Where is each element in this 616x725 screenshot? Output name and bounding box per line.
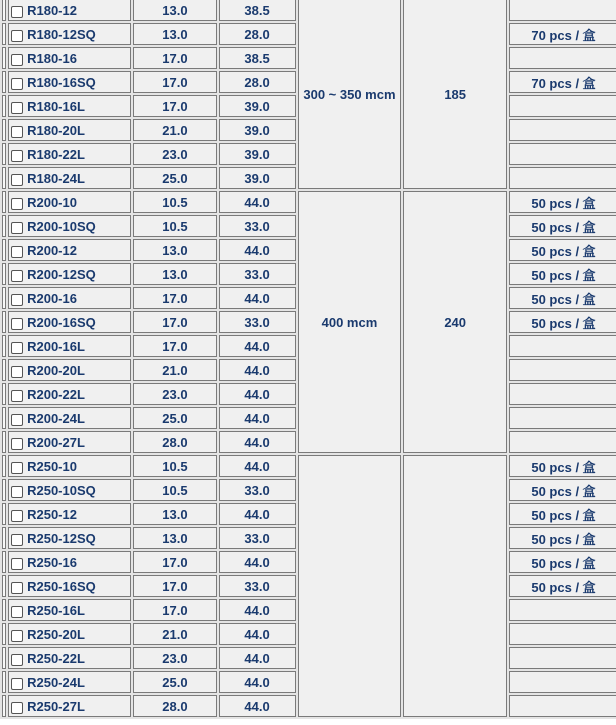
length-cell: 44.0 (219, 359, 296, 381)
select-checkbox[interactable] (11, 126, 23, 138)
length-cell: 33.0 (219, 575, 296, 597)
row-edge-cell (2, 287, 6, 309)
package-cell: 50 pcs / 盒 (509, 503, 616, 525)
row-edge-cell (2, 359, 6, 381)
length-cell: 44.0 (219, 335, 296, 357)
row-edge-cell (2, 335, 6, 357)
model-label: R180-16L (27, 98, 85, 114)
model-cell (8, 0, 131, 21)
diameter-cell: 28.0 (133, 431, 216, 453)
select-checkbox[interactable] (11, 678, 23, 690)
diameter-cell: 10.5 (133, 479, 216, 501)
select-checkbox[interactable] (11, 150, 23, 162)
length-cell: 39.0 (219, 119, 296, 141)
model-label: R200-20L (27, 362, 85, 378)
diameter-cell: 25.0 (133, 407, 216, 429)
package-cell: 50 pcs / 盒 (509, 239, 616, 261)
package-cell: 50 pcs / 盒 (509, 263, 616, 285)
select-checkbox[interactable] (11, 54, 23, 66)
package-cell (509, 335, 616, 357)
length-cell: 44.0 (219, 599, 296, 621)
length-cell: 38.5 (219, 47, 296, 69)
model-label: R250-20L (27, 626, 85, 642)
model-cell (8, 671, 131, 693)
package-cell: 50 pcs / 盒 (509, 311, 616, 333)
diameter-cell: 13.0 (133, 503, 216, 525)
select-checkbox[interactable] (11, 654, 23, 666)
row-edge-cell (2, 551, 6, 573)
row-edge-cell (2, 599, 6, 621)
length-cell: 33.0 (219, 527, 296, 549)
model-label: R250-22L (27, 650, 85, 666)
model-label: R250-10SQ (27, 482, 96, 498)
length-cell: 39.0 (219, 167, 296, 189)
model-label: R250-12SQ (27, 530, 96, 546)
length-cell: 44.0 (219, 455, 296, 477)
model-cell (8, 455, 131, 477)
model-label: R250-16 (27, 554, 77, 570)
diameter-cell: 17.0 (133, 71, 216, 93)
select-checkbox[interactable] (11, 366, 23, 378)
row-edge-cell (2, 143, 6, 165)
row-edge-cell (2, 71, 6, 93)
model-cell (8, 479, 131, 501)
select-checkbox[interactable] (11, 294, 23, 306)
model-cell (8, 23, 131, 45)
table-row (2, 191, 616, 213)
model-cell (8, 47, 131, 69)
row-edge-cell (2, 47, 6, 69)
select-checkbox[interactable] (11, 222, 23, 234)
row-edge-cell (2, 671, 6, 693)
package-cell (509, 167, 616, 189)
select-checkbox[interactable] (11, 630, 23, 642)
select-checkbox[interactable] (11, 558, 23, 570)
diameter-cell: 13.0 (133, 0, 216, 21)
diameter-cell: 17.0 (133, 551, 216, 573)
diameter-cell: 21.0 (133, 623, 216, 645)
package-cell: 70 pcs / 盒 (509, 23, 616, 45)
model-label: R180-16SQ (27, 74, 96, 90)
diameter-cell: 23.0 (133, 383, 216, 405)
package-cell: 50 pcs / 盒 (509, 527, 616, 549)
row-edge-cell (2, 455, 6, 477)
row-edge-cell (2, 215, 6, 237)
diameter-cell: 21.0 (133, 119, 216, 141)
length-cell: 33.0 (219, 215, 296, 237)
package-cell (509, 599, 616, 621)
diameter-cell: 10.5 (133, 191, 216, 213)
wire-size-cell: 185 (403, 0, 507, 189)
row-edge-cell (2, 503, 6, 525)
row-edge-cell (2, 239, 6, 261)
model-cell (8, 623, 131, 645)
length-cell: 33.0 (219, 263, 296, 285)
length-cell: 44.0 (219, 551, 296, 573)
length-cell: 38.5 (219, 0, 296, 21)
model-cell (8, 647, 131, 669)
length-cell: 44.0 (219, 191, 296, 213)
model-label: R250-27L (27, 698, 85, 714)
select-checkbox[interactable] (11, 606, 23, 618)
package-cell: 50 pcs / 盒 (509, 215, 616, 237)
package-cell (509, 671, 616, 693)
wire-range-cell: 400 mcm (298, 191, 402, 453)
select-checkbox[interactable] (11, 6, 23, 18)
length-cell: 39.0 (219, 95, 296, 117)
select-checkbox[interactable] (11, 414, 23, 426)
package-cell (509, 647, 616, 669)
length-cell: 44.0 (219, 695, 296, 717)
select-checkbox[interactable] (11, 198, 23, 210)
diameter-cell: 17.0 (133, 335, 216, 357)
length-cell: 28.0 (219, 23, 296, 45)
row-edge-cell (2, 527, 6, 549)
length-cell: 28.0 (219, 71, 296, 93)
diameter-cell: 21.0 (133, 359, 216, 381)
diameter-cell: 17.0 (133, 575, 216, 597)
select-checkbox[interactable] (11, 486, 23, 498)
package-cell: 50 pcs / 盒 (509, 455, 616, 477)
package-cell: 50 pcs / 盒 (509, 191, 616, 213)
length-cell: 33.0 (219, 311, 296, 333)
package-cell (509, 431, 616, 453)
model-cell (8, 431, 131, 453)
row-edge-cell (2, 575, 6, 597)
select-checkbox[interactable] (11, 246, 23, 258)
package-cell: 50 pcs / 盒 (509, 575, 616, 597)
package-cell (509, 119, 616, 141)
diameter-cell: 17.0 (133, 287, 216, 309)
length-cell: 44.0 (219, 287, 296, 309)
model-label: R200-24L (27, 410, 85, 426)
wire-size-cell (403, 455, 507, 717)
model-cell (8, 95, 131, 117)
diameter-cell: 10.5 (133, 215, 216, 237)
model-label: R180-22L (27, 146, 85, 162)
length-cell: 44.0 (219, 431, 296, 453)
model-cell (8, 359, 131, 381)
model-label: R200-16L (27, 338, 85, 354)
select-checkbox[interactable] (11, 510, 23, 522)
row-edge-cell (2, 23, 6, 45)
model-label: R200-10SQ (27, 218, 96, 234)
diameter-cell: 13.0 (133, 527, 216, 549)
diameter-cell: 13.0 (133, 23, 216, 45)
package-cell (509, 47, 616, 69)
row-edge-cell (2, 695, 6, 717)
model-cell (8, 527, 131, 549)
model-label: R250-24L (27, 674, 85, 690)
model-cell (8, 119, 131, 141)
row-edge-cell (2, 263, 6, 285)
package-cell: 50 pcs / 盒 (509, 287, 616, 309)
row-edge-cell (2, 0, 6, 21)
table-row (2, 455, 616, 477)
length-cell: 44.0 (219, 407, 296, 429)
length-cell: 44.0 (219, 239, 296, 261)
model-cell (8, 263, 131, 285)
package-cell (509, 95, 616, 117)
model-cell (8, 551, 131, 573)
model-cell (8, 215, 131, 237)
row-edge-cell (2, 647, 6, 669)
row-edge-cell (2, 479, 6, 501)
select-checkbox[interactable] (11, 174, 23, 186)
select-checkbox[interactable] (11, 30, 23, 42)
package-cell: 50 pcs / 盒 (509, 479, 616, 501)
package-cell (509, 143, 616, 165)
model-label: R200-12 (27, 242, 77, 258)
model-label: R200-16SQ (27, 314, 96, 330)
model-label: R180-16 (27, 50, 77, 66)
model-label: R200-10 (27, 194, 77, 210)
diameter-cell: 25.0 (133, 167, 216, 189)
package-cell (509, 407, 616, 429)
model-label: R250-16SQ (27, 578, 96, 594)
model-cell (8, 191, 131, 213)
select-checkbox[interactable] (11, 342, 23, 354)
diameter-cell: 25.0 (133, 671, 216, 693)
model-cell (8, 503, 131, 525)
select-checkbox[interactable] (11, 582, 23, 594)
diameter-cell: 23.0 (133, 647, 216, 669)
model-cell (8, 335, 131, 357)
wire-range-cell: 300 ~ 350 mcm (298, 0, 402, 189)
diameter-cell: 17.0 (133, 599, 216, 621)
package-cell (509, 623, 616, 645)
row-edge-cell (2, 167, 6, 189)
length-cell: 44.0 (219, 503, 296, 525)
model-label: R200-16 (27, 290, 77, 306)
diameter-cell: 28.0 (133, 695, 216, 717)
wire-size-cell: 240 (403, 191, 507, 453)
model-label: R200-12SQ (27, 266, 96, 282)
package-cell (509, 695, 616, 717)
select-checkbox[interactable] (11, 390, 23, 402)
diameter-cell: 13.0 (133, 239, 216, 261)
row-edge-cell (2, 623, 6, 645)
model-cell (8, 575, 131, 597)
model-cell (8, 239, 131, 261)
length-cell: 33.0 (219, 479, 296, 501)
model-cell (8, 143, 131, 165)
model-cell (8, 695, 131, 717)
model-label: R250-10 (27, 458, 77, 474)
select-checkbox[interactable] (11, 78, 23, 90)
length-cell: 39.0 (219, 143, 296, 165)
model-label: R250-12 (27, 506, 77, 522)
diameter-cell: 17.0 (133, 95, 216, 117)
product-table-body (2, 0, 616, 717)
model-label: R180-12 (27, 2, 77, 18)
table-row (2, 0, 616, 21)
diameter-cell: 13.0 (133, 263, 216, 285)
package-cell: 50 pcs / 盒 (509, 551, 616, 573)
package-cell: 70 pcs / 盒 (509, 71, 616, 93)
model-cell (8, 71, 131, 93)
select-checkbox[interactable] (11, 270, 23, 282)
select-checkbox[interactable] (11, 318, 23, 330)
model-label: R180-20L (27, 122, 85, 138)
package-cell (509, 383, 616, 405)
row-edge-cell (2, 191, 6, 213)
model-cell (8, 383, 131, 405)
model-cell (8, 599, 131, 621)
select-checkbox[interactable] (11, 702, 23, 714)
package-cell (509, 359, 616, 381)
model-cell (8, 311, 131, 333)
diameter-cell: 17.0 (133, 47, 216, 69)
wire-range-cell (298, 455, 402, 717)
select-checkbox[interactable] (11, 534, 23, 546)
diameter-cell: 10.5 (133, 455, 216, 477)
length-cell: 44.0 (219, 647, 296, 669)
model-cell (8, 407, 131, 429)
select-checkbox[interactable] (11, 462, 23, 474)
row-edge-cell (2, 95, 6, 117)
row-edge-cell (2, 119, 6, 141)
model-cell (8, 287, 131, 309)
select-checkbox[interactable] (11, 438, 23, 450)
length-cell: 44.0 (219, 671, 296, 693)
length-cell: 44.0 (219, 383, 296, 405)
row-edge-cell (2, 383, 6, 405)
model-label: R200-27L (27, 434, 85, 450)
row-edge-cell (2, 407, 6, 429)
diameter-cell: 17.0 (133, 311, 216, 333)
row-edge-cell (2, 311, 6, 333)
model-label: R180-12SQ (27, 26, 96, 42)
diameter-cell: 23.0 (133, 143, 216, 165)
model-cell (8, 167, 131, 189)
select-checkbox[interactable] (11, 102, 23, 114)
model-label: R200-22L (27, 386, 85, 402)
model-label: R180-24L (27, 170, 85, 186)
length-cell: 44.0 (219, 623, 296, 645)
package-cell (509, 0, 616, 21)
row-edge-cell (2, 431, 6, 453)
model-label: R250-16L (27, 602, 85, 618)
